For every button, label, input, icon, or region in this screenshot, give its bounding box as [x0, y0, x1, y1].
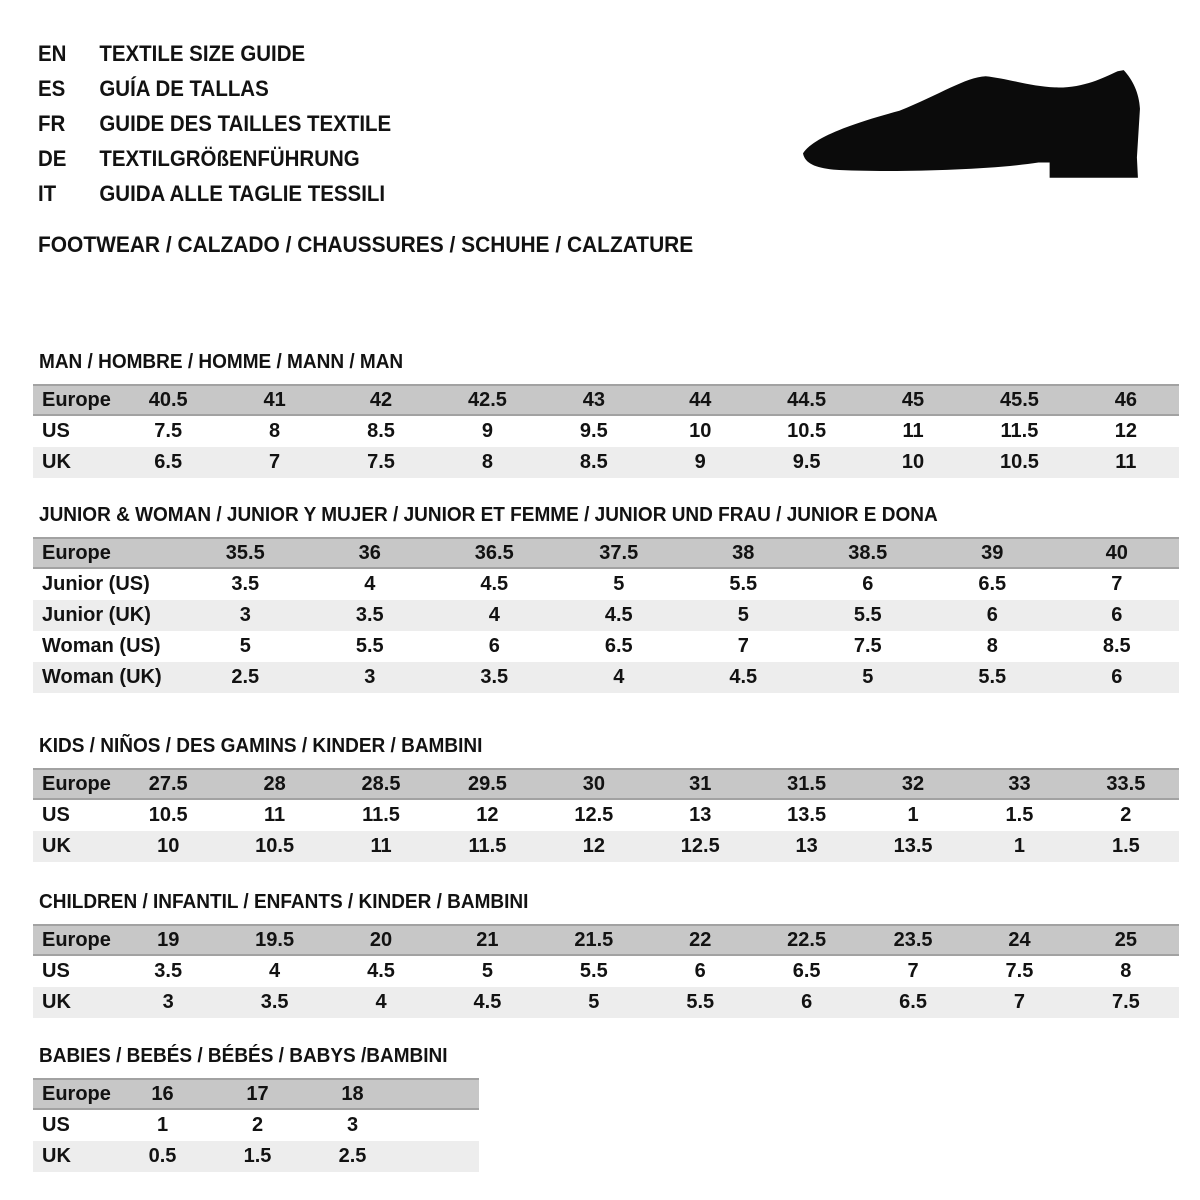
size-value: 40.5	[148, 388, 188, 411]
language-title: GUÍA DE TALLAS	[99, 76, 269, 101]
size-value: 2.5	[231, 666, 260, 688]
size-value: 9.5	[792, 451, 821, 473]
size-value: 5	[613, 573, 625, 595]
size-value: 7.5	[853, 635, 882, 657]
row-label: UK	[42, 835, 71, 857]
size-value: 42	[369, 388, 393, 411]
size-value: 11	[902, 420, 924, 442]
size-value: 21	[476, 928, 499, 951]
size-value: 23.5	[893, 928, 933, 951]
size-value: 4	[364, 573, 376, 595]
language-row-en	[38, 36, 1119, 71]
row-label: Woman (US)	[42, 635, 161, 657]
size-value: 18	[341, 1082, 364, 1105]
size-value: 1.5	[1005, 804, 1034, 826]
size-table-row	[33, 537, 1179, 569]
size-value: 2	[1120, 804, 1132, 826]
children-size-table	[33, 924, 1179, 1018]
size-value: 6.5	[604, 635, 633, 657]
section-title-children: CHILDREN / INFANTIL / ENFANTS / KINDER / BAMBINI	[39, 891, 529, 913]
size-value: 10.5	[787, 420, 827, 442]
size-value: 5.5	[579, 960, 608, 982]
size-value: 3	[364, 666, 376, 688]
size-value: 1.5	[1111, 835, 1140, 857]
size-value: 8	[986, 635, 998, 657]
size-value: 4.5	[729, 666, 758, 688]
size-value: 8.5	[1102, 635, 1131, 657]
language-code: FR	[38, 111, 66, 136]
size-value: 8.5	[367, 420, 395, 442]
row-label: US	[42, 420, 70, 442]
size-value: 19.5	[255, 928, 295, 951]
size-value: 37.5	[599, 541, 639, 564]
size-value: 4	[269, 960, 281, 982]
size-value: 16	[151, 1082, 174, 1105]
shoe-silhouette-path	[803, 70, 1140, 178]
row-label: Europe	[42, 928, 111, 951]
section-title-man: MAN / HOMBRE / HOMME / MANN / MAN	[39, 351, 404, 373]
size-value: 3.5	[260, 991, 289, 1013]
size-value: 5	[588, 991, 600, 1013]
size-value: 7.5	[154, 420, 183, 442]
size-value: 8	[481, 451, 493, 473]
row-label: US	[42, 1114, 70, 1136]
language-code: DE	[38, 146, 67, 171]
row-label: Junior (UK)	[42, 604, 151, 626]
section-title-junior-woman: JUNIOR & WOMAN / JUNIOR Y MUJER / JUNIOR ET FEMME / JUNIOR UND FRAU / JUNIOR E DONA	[39, 504, 938, 526]
size-value: 32	[901, 772, 925, 795]
size-value: 2	[251, 1114, 264, 1136]
language-title: GUIDA ALLE TAGLIE TESSILI	[99, 181, 386, 206]
language-title: GUIDE DES TAILLES TEXTILE	[99, 111, 392, 136]
size-value: 6	[1111, 604, 1123, 626]
size-value: 4	[375, 991, 387, 1013]
size-value: 24	[1008, 928, 1031, 951]
section-junior-woman	[33, 504, 1200, 693]
size-value: 38	[732, 541, 755, 564]
size-value: 10	[157, 835, 180, 857]
size-value: 10	[689, 420, 712, 442]
size-value: 20	[369, 928, 393, 951]
size-value: 1.5	[243, 1145, 272, 1167]
row-label: Europe	[42, 388, 111, 411]
size-value: 21.5	[574, 928, 614, 951]
size-value: 7.5	[1005, 960, 1034, 982]
size-value: 12	[1114, 420, 1137, 442]
size-table-row	[33, 1141, 479, 1172]
size-value: 3.5	[480, 666, 509, 688]
size-value: 7.5	[367, 451, 395, 473]
size-value: 7	[1111, 573, 1123, 595]
size-value: 11	[264, 804, 286, 826]
size-value: 0.5	[148, 1145, 177, 1167]
size-table-row	[33, 569, 1179, 600]
row-label: UK	[42, 991, 71, 1013]
row-label: UK	[42, 451, 71, 473]
size-table-row	[33, 831, 1179, 862]
size-table-row	[33, 600, 1179, 631]
size-value: 10.5	[999, 451, 1039, 473]
row-label: Europe	[42, 772, 111, 795]
size-table-row	[33, 384, 1179, 416]
size-value: 7.5	[1111, 991, 1140, 1013]
section-babies	[33, 1045, 1200, 1172]
size-table-row	[33, 800, 1179, 831]
row-label: US	[42, 804, 70, 826]
shoe-icon	[803, 70, 1143, 182]
size-value: 4.5	[604, 604, 633, 626]
size-value: 8	[269, 420, 281, 442]
size-value: 3.5	[231, 573, 260, 595]
section-title-babies: BABIES / BEBÉS / BÉBÉS / BABYS /BAMBINI	[39, 1045, 448, 1067]
size-value: 12.5	[680, 835, 720, 857]
size-value: 19	[157, 928, 180, 951]
size-value: 10.5	[148, 804, 188, 826]
size-value: 7	[269, 451, 281, 473]
size-value: 29.5	[467, 772, 507, 795]
size-table-row	[33, 768, 1179, 800]
row-label: Europe	[42, 1082, 111, 1105]
size-value: 4.5	[480, 573, 509, 595]
size-value: 6	[801, 991, 813, 1013]
size-value: 46	[1114, 388, 1137, 411]
size-value: 1	[907, 804, 919, 826]
row-label: US	[42, 960, 70, 982]
size-value: 9.5	[579, 420, 608, 442]
size-value: 8	[1120, 960, 1132, 982]
language-title: TEXTILGRÖßENFÜHRUNG	[99, 146, 360, 171]
size-table-row	[33, 924, 1179, 956]
size-value: 5.5	[686, 991, 715, 1013]
size-value: 5.5	[978, 666, 1007, 688]
size-value: 9	[481, 420, 493, 442]
size-value: 33	[1008, 772, 1031, 795]
size-value: 5	[862, 666, 874, 688]
size-value: 42.5	[467, 388, 507, 411]
size-value: 10	[901, 451, 925, 473]
size-value: 30	[582, 772, 605, 795]
size-value: 6	[488, 635, 500, 657]
size-value: 6	[862, 573, 874, 595]
size-value: 7	[737, 635, 749, 657]
size-value: 45.5	[999, 388, 1039, 411]
size-table-row	[33, 416, 1179, 447]
size-value: 6.5	[899, 991, 927, 1013]
babies-size-table	[33, 1078, 479, 1172]
row-label: Woman (UK)	[42, 666, 162, 688]
size-value: 22.5	[787, 928, 827, 951]
size-value: 7	[907, 960, 919, 982]
category-title: FOOTWEAR / CALZADO / CHAUSSURES / SCHUHE / CALZATURE	[38, 232, 694, 257]
size-value: 41	[263, 388, 286, 411]
size-table-row	[33, 956, 1179, 987]
size-table-row	[33, 447, 1179, 478]
size-value: 27.5	[148, 772, 188, 795]
size-table-row	[33, 662, 1179, 693]
size-value: 5.5	[355, 635, 384, 657]
size-value: 5.5	[853, 604, 882, 626]
size-value: 4	[488, 604, 500, 626]
size-value: 11	[1115, 451, 1137, 473]
size-value: 1	[1013, 835, 1026, 857]
size-value: 44.5	[787, 388, 827, 411]
size-value: 31.5	[787, 772, 827, 795]
section-man	[33, 351, 1200, 478]
size-value: 11.5	[468, 835, 507, 857]
section-title-kids: KIDS / NIÑOS / DES GAMINS / KINDER / BAMBINI	[39, 735, 483, 757]
size-value: 1	[156, 1114, 169, 1136]
size-value: 12.5	[574, 804, 614, 826]
size-value: 3.5	[355, 604, 384, 626]
size-table-row	[33, 1078, 479, 1110]
size-value: 7	[1013, 991, 1026, 1013]
size-value: 13	[689, 804, 712, 826]
size-value: 43	[582, 388, 605, 411]
size-value: 5.5	[729, 573, 758, 595]
size-value: 39	[981, 541, 1004, 564]
size-value: 12	[476, 804, 499, 826]
row-label: UK	[42, 1145, 71, 1167]
size-value: 13	[795, 835, 818, 857]
size-value: 13.5	[893, 835, 933, 857]
size-value: 3	[239, 604, 251, 626]
size-value: 11	[370, 835, 392, 857]
size-value: 4.5	[473, 991, 502, 1013]
size-value: 6	[694, 960, 706, 982]
size-value: 22	[689, 928, 712, 951]
language-code: ES	[38, 76, 66, 101]
size-value: 28	[263, 772, 286, 795]
size-value: 44	[689, 388, 712, 411]
size-value: 33.5	[1106, 772, 1146, 795]
kids-size-table	[33, 768, 1179, 862]
size-value: 6	[986, 604, 998, 626]
language-code: EN	[38, 41, 67, 66]
size-value: 2.5	[338, 1145, 367, 1167]
size-value: 9	[694, 451, 706, 473]
size-value: 31	[689, 772, 712, 795]
size-value: 11.5	[362, 804, 400, 826]
size-value: 3	[162, 991, 174, 1013]
man-size-table	[33, 384, 1179, 478]
size-value: 4	[613, 666, 625, 688]
size-value: 28.5	[361, 772, 401, 795]
size-value: 6.5	[154, 451, 183, 473]
size-value: 40	[1105, 541, 1128, 564]
language-title: TEXTILE SIZE GUIDE	[99, 41, 306, 66]
size-value: 4.5	[367, 960, 395, 982]
size-value: 3.5	[154, 960, 183, 982]
size-value: 5	[737, 604, 749, 626]
size-value: 3	[346, 1114, 359, 1136]
size-value: 36	[358, 541, 381, 564]
junior-woman-size-table	[33, 537, 1179, 693]
row-label: Europe	[42, 541, 111, 564]
language-code: IT	[38, 181, 57, 206]
size-value: 13.5	[787, 804, 827, 826]
size-value: 45	[901, 388, 925, 411]
size-value: 6	[1111, 666, 1123, 688]
size-table-row	[33, 987, 1179, 1018]
size-value: 12	[582, 835, 605, 857]
size-value: 35.5	[225, 541, 265, 564]
size-value: 5	[239, 635, 251, 657]
size-table-row	[33, 631, 1179, 662]
size-value: 5	[481, 960, 493, 982]
size-value: 6.5	[978, 573, 1007, 595]
size-value: 38.5	[848, 541, 888, 564]
size-value: 17	[246, 1082, 269, 1105]
size-table-row	[33, 1110, 479, 1141]
size-value: 10.5	[255, 835, 295, 857]
size-value: 36.5	[474, 541, 514, 564]
section-kids	[33, 735, 1200, 862]
size-value: 11.5	[1000, 420, 1039, 442]
row-label: Junior (US)	[42, 573, 150, 595]
size-value: 25	[1114, 928, 1137, 951]
size-value: 6.5	[792, 960, 821, 982]
size-value: 8.5	[579, 451, 608, 473]
section-children	[33, 891, 1200, 1018]
